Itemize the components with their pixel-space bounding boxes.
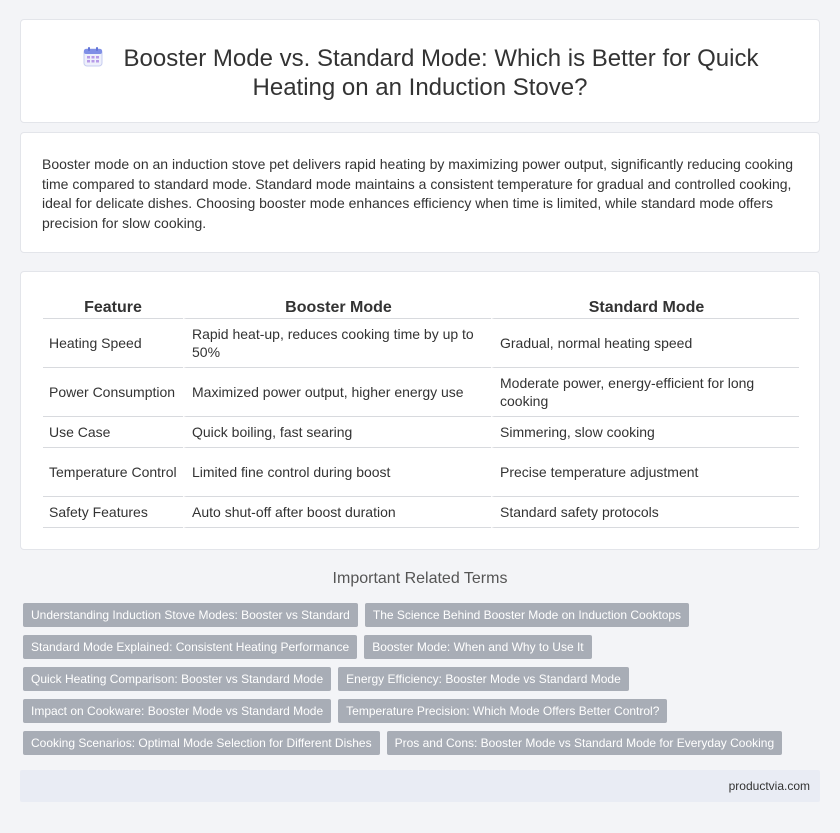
intro-paragraph: Booster mode on an induction stove pet delivers rapid heating by maximizing power output, significantly reducing cooking time compared to standard mode. Standard mode maintains a consistent temperature for gradual and controlled cooking, ideal for delicate dishes. Choosing booster mode enhances efficiency when time is limited, while standard mode offers precision for slow cooking. [42,156,793,231]
comparison-table [43,297,799,528]
table-row [43,368,799,417]
related-term-tag[interactable]: Impact on Cookware: Booster Mode vs Standard Mode [23,699,331,723]
related-term-tag[interactable]: Pros and Cons: Booster Mode vs Standard Mode for Everyday Cooking [387,731,783,755]
related-terms-heading: Important Related Terms [332,570,508,587]
table-cell: Auto shut-off after boost duration [183,497,491,528]
related-term-tag[interactable]: Booster Mode: When and Why to Use It [364,635,591,659]
footer-site-link[interactable]: productvia.com [728,779,810,793]
related-term-tag[interactable]: Temperature Precision: Which Mode Offers Better Control? [338,699,667,723]
table-cell: Standard safety protocols [491,497,799,528]
intro-card [20,132,820,253]
table-row [43,497,799,528]
table-cell: Temperature Control [43,448,183,497]
table-row [43,448,799,497]
tag-row [23,699,667,723]
comparison-card [20,271,820,550]
table-cell: Limited fine control during boost [183,448,491,497]
header-standard-mode: Standard Mode [491,297,799,319]
tag-row [23,603,689,627]
related-term-tag[interactable]: Understanding Induction Stove Modes: Booster vs Standard [23,603,358,627]
tag-row [23,667,629,691]
page-title: Booster Mode vs. Standard Mode: Which is Better for Quick Heating on an Induction Stove? [123,45,759,101]
table-cell: Use Case [43,417,183,448]
tag-row [23,731,782,755]
table-cell: Gradual, normal heating speed [491,319,799,368]
table-cell: Simmering, slow cooking [491,417,799,448]
calendar-icon [82,46,104,68]
table-cell: Heating Speed [43,319,183,368]
table-cell: Maximized power output, higher energy use [183,368,491,417]
related-term-tag[interactable]: The Science Behind Booster Mode on Induction Cooktops [365,603,689,627]
table-cell: Quick boiling, fast searing [183,417,491,448]
table-header-row [43,297,799,319]
related-term-tag[interactable]: Standard Mode Explained: Consistent Heating Performance [23,635,357,659]
table-cell: Moderate power, energy-efficient for long cooking [491,368,799,417]
related-term-tag[interactable]: Cooking Scenarios: Optimal Mode Selection for Different Dishes [23,731,380,755]
tag-row [23,635,592,659]
related-term-tag[interactable]: Energy Efficiency: Booster Mode vs Standard Mode [338,667,629,691]
title-card [20,19,820,123]
table-cell: Safety Features [43,497,183,528]
page-title-wrap [21,44,819,102]
table-cell: Power Consumption [43,368,183,417]
table-row [43,417,799,448]
header-booster-mode: Booster Mode [183,297,491,319]
table-cell: Rapid heat-up, reduces cooking time by up to 50% [183,319,491,368]
footer-bar [20,770,820,802]
table-cell: Precise temperature adjustment [491,448,799,497]
related-term-tag[interactable]: Quick Heating Comparison: Booster vs Standard Mode [23,667,331,691]
table-row [43,319,799,368]
header-feature: Feature [43,297,183,319]
